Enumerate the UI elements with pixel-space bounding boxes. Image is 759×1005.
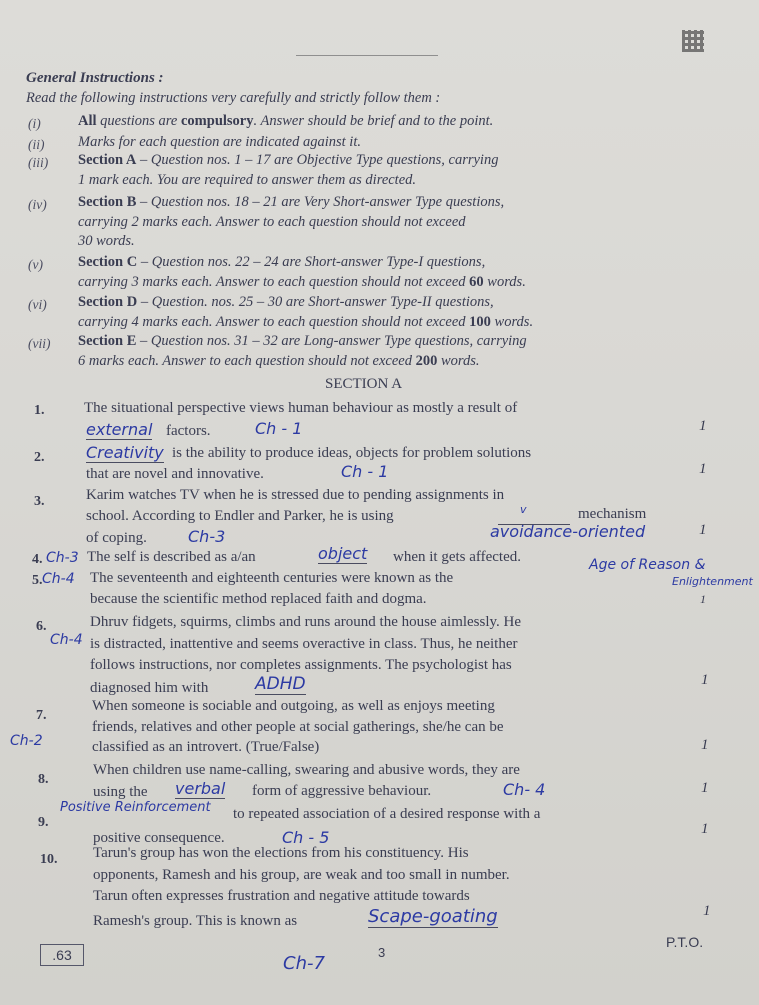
- instruction-number: (iii): [28, 155, 49, 170]
- question-text: using the: [93, 784, 148, 800]
- question-text: positive consequence.: [93, 830, 225, 846]
- marks-value: 1: [701, 821, 709, 837]
- handwritten-note: Ch - 1: [341, 462, 389, 481]
- question-text: opponents, Ramesh and his group, are weak and too small in number.: [93, 866, 510, 883]
- question-number: 5.: [32, 573, 43, 588]
- instruction-text: Marks for each question are indicated against it.: [78, 134, 361, 150]
- instruction-text: Section C – Question nos. 22 – 24 are Short-answer Type-I questions,: [78, 254, 486, 270]
- question-text: Ramesh's group. This is known as: [93, 913, 298, 929]
- top-divider: [296, 55, 438, 56]
- question-text: factors.: [166, 423, 211, 439]
- marks-value: 1: [700, 592, 706, 606]
- handwritten-note: Ch-3: [188, 527, 226, 546]
- instruction-text: carrying 3 marks each. Answer to each question should not exceed 60 words.: [78, 273, 526, 290]
- handwritten-answer: Scape-goating: [368, 906, 498, 927]
- handwritten-answer: verbal: [175, 779, 226, 798]
- marks-value: 1: [701, 737, 709, 753]
- question-text: The situational perspective views human behaviour as mostly a result of: [84, 400, 518, 416]
- question-text: classified as an introvert. (True/False): [92, 739, 320, 755]
- question-number: 4.: [32, 552, 43, 567]
- question-text: Tarun often expresses frustration and negative attitude towards: [93, 888, 470, 904]
- instruction-text: 30 words.: [78, 233, 135, 249]
- instruction-text: Section E – Question nos. 31 – 32 are Long-answer Type questions, carrying: [78, 333, 527, 349]
- question-text: follows instructions, nor completes assignments. The psychologist has: [90, 657, 512, 673]
- question-number: 10.: [40, 852, 58, 867]
- handwritten-chapter: Ch-4: [42, 571, 75, 587]
- question-number: 9.: [38, 815, 49, 830]
- question-number: 6.: [36, 619, 47, 634]
- instruction-text: Section B – Question nos. 18 – 21 are Very Short-answer Type questions,: [78, 194, 505, 210]
- paper-code-box: .63: [40, 944, 84, 966]
- marks-value: 1: [701, 672, 709, 688]
- instruction-text: Section A – Question nos. 1 – 17 are Objective Type questions, carrying: [78, 152, 499, 168]
- qr-code-icon: [682, 30, 704, 52]
- handwritten-answer: ADHD: [255, 674, 306, 694]
- instruction-number: (ii): [28, 137, 45, 152]
- question-text: mechanism: [578, 506, 647, 522]
- handwritten-chapter: Ch-4: [50, 632, 83, 648]
- instruction-number: (vii): [28, 336, 51, 351]
- question-text: is distracted, inattentive and seems overactive in class. Thus, he neither: [90, 635, 518, 652]
- instruction-text: carrying 4 marks each. Answer to each question should not exceed 100 words.: [78, 313, 534, 330]
- question-text: school. According to Endler and Parker, he is using: [86, 508, 394, 524]
- handwritten-answer: Age of Reason &: [589, 557, 706, 573]
- question-text: form of aggressive behaviour.: [252, 783, 432, 799]
- instructions-title: General Instructions :: [26, 70, 164, 86]
- question-text: The self is described as a/an: [87, 549, 256, 565]
- page-number: 3: [378, 945, 386, 960]
- instruction-text: Section D – Question. nos. 25 – 30 are Short-answer Type-II questions,: [78, 294, 494, 310]
- question-number: 2.: [34, 450, 45, 465]
- handwritten-note: Ch - 5: [282, 828, 330, 847]
- handwritten-answer: external: [86, 420, 153, 439]
- question-text: The seventeenth and eighteenth centuries were known as the: [90, 570, 454, 586]
- handwritten-answer: avoidance-oriented: [490, 522, 646, 541]
- question-text: of coping.: [86, 530, 147, 546]
- question-text: is the ability to produce ideas, objects for problem solutions: [172, 445, 532, 461]
- question-text: When children use name-calling, swearing and abusive words, they are: [93, 762, 520, 778]
- instruction-text: carrying 2 marks each. Answer to each question should not exceed: [78, 213, 466, 230]
- instructions-intro: Read the following instructions very carefully and strictly follow them :: [26, 90, 441, 106]
- instruction-text: 6 marks each. Answer to each question should not exceed 200 words.: [78, 352, 480, 369]
- handwritten-chapter: Ch-3: [46, 550, 79, 566]
- handwritten-note: Ch- 4: [503, 780, 546, 799]
- instruction-text: 1 mark each. You are required to answer them as directed.: [78, 171, 417, 188]
- question-text: Dhruv fidgets, squirms, climbs and runs around the house aimlessly. He: [90, 614, 522, 630]
- handwritten-note: Ch - 1: [255, 419, 303, 438]
- instruction-number: (vi): [28, 297, 47, 312]
- instruction-number: (i): [28, 116, 41, 131]
- handwritten-answer: Enlightenment: [672, 575, 753, 588]
- marks-value: 1: [699, 418, 707, 434]
- handwritten-answer: object: [318, 544, 368, 563]
- instruction-number: (v): [28, 257, 43, 272]
- marks-value: 1: [699, 522, 707, 538]
- marks-value: 1: [703, 903, 711, 919]
- handwritten-note: Ch-7: [283, 953, 325, 974]
- handwritten-tick: v: [520, 503, 527, 516]
- question-text: when it gets affected.: [393, 549, 522, 565]
- question-text: Tarun's group has won the elections from his constituency. His: [93, 845, 469, 861]
- handwritten-answer: Creativity: [86, 443, 164, 462]
- question-text: because the scientific method replaced faith and dogma.: [90, 591, 427, 607]
- question-number: 3.: [34, 494, 45, 509]
- instruction-number: (iv): [28, 197, 47, 212]
- question-number: 8.: [38, 772, 49, 787]
- handwritten-chapter: Ch-2: [10, 733, 43, 749]
- question-text: to repeated association of a desired response with a: [233, 806, 541, 822]
- handwritten-answer: Positive Reinforcement: [60, 800, 211, 815]
- question-number: 7.: [36, 708, 47, 723]
- pto-label: P.T.O.: [666, 934, 704, 950]
- question-text: When someone is sociable and outgoing, as well as enjoys meeting: [92, 698, 495, 714]
- question-text: that are novel and innovative.: [86, 466, 264, 482]
- question-text: diagnosed him with: [90, 680, 209, 696]
- question-text: friends, relatives and other people at social gatherings, she/he can be: [92, 718, 504, 735]
- marks-value: 1: [699, 461, 707, 477]
- instruction-text: All questions are compulsory. Answer should be brief and to the point.: [78, 113, 494, 129]
- question-number: 1.: [34, 403, 45, 418]
- section-title: SECTION A: [325, 376, 403, 392]
- marks-value: 1: [701, 780, 709, 796]
- question-text: Karim watches TV when he is stressed due to pending assignments in: [86, 487, 505, 503]
